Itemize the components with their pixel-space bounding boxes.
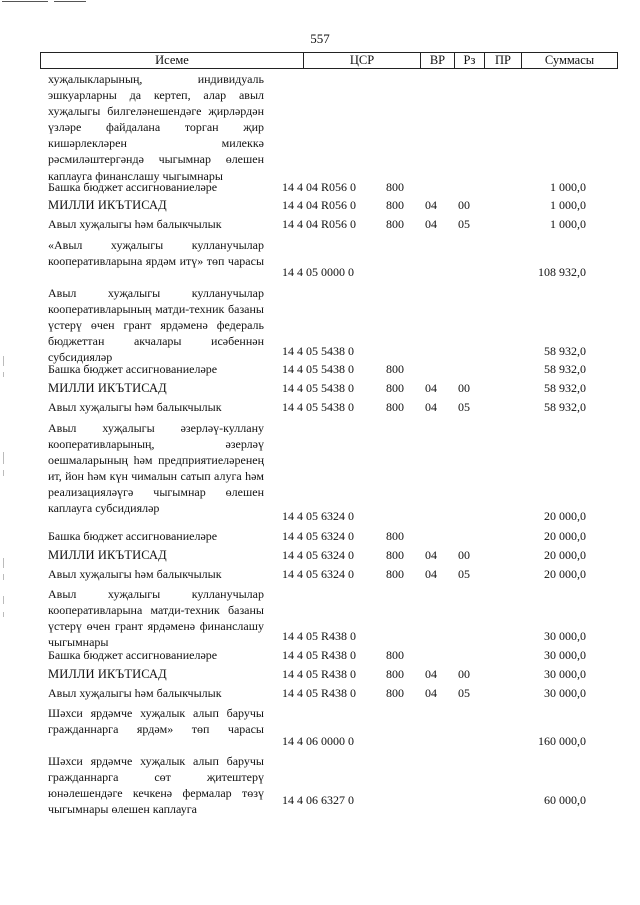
row-csr: 14 4 05 5438 0 bbox=[282, 344, 354, 358]
row-name: Башка бюджет ассигнованиеләре bbox=[48, 529, 218, 543]
row-name: «Авыл хуҗалыгы кулланучылар кооперативларына ярдәм итү» төп чарасы bbox=[48, 238, 264, 269]
row-vr: 800 bbox=[386, 686, 404, 700]
row-name: Башка бюджет ассигнованиеләре bbox=[48, 648, 218, 662]
row-vr: 800 bbox=[386, 667, 404, 681]
row-csr: 14 4 05 6324 0 bbox=[282, 509, 354, 523]
row-name: Авыл хуҗалыгы һәм балыкчылык bbox=[48, 217, 222, 231]
row-vr: 800 bbox=[386, 567, 404, 581]
row-amount: 1 000,0 bbox=[550, 198, 586, 212]
row-csr: 14 4 05 6324 0 bbox=[282, 548, 354, 562]
row-vr: 800 bbox=[386, 180, 404, 194]
row-amount: 58 932,0 bbox=[544, 381, 586, 395]
row-pr: 00 bbox=[458, 667, 470, 681]
row-rz: 04 bbox=[425, 198, 437, 212]
row-csr: 14 4 04 R056 0 bbox=[282, 180, 357, 194]
row-csr: 14 4 05 R438 0 bbox=[282, 648, 357, 662]
row-amount: 30 000,0 bbox=[544, 629, 586, 643]
row-csr: 14 4 05 0000 0 bbox=[282, 265, 354, 279]
row-vr: 800 bbox=[386, 529, 404, 543]
row-name: Башка бюджет ассигнованиеләре bbox=[48, 180, 218, 194]
row-csr: 14 4 05 R438 0 bbox=[282, 686, 357, 700]
row-amount: 108 932,0 bbox=[538, 265, 586, 279]
row-pr: 05 bbox=[458, 567, 470, 581]
row-csr: 14 4 05 R438 0 bbox=[282, 667, 357, 681]
table-header bbox=[40, 52, 618, 69]
row-amount: 58 932,0 bbox=[544, 344, 586, 358]
row-csr: 14 4 05 R438 0 bbox=[282, 629, 357, 643]
row-name: Шәхси ярдәмче хуҗалык алып баручы гражданнарга ярдәм» төп чарасы bbox=[48, 706, 264, 737]
row-amount: 58 932,0 bbox=[544, 362, 586, 376]
row-name: Авыл хуҗалыгы әзерләү-куллану кооперативларының, әзерләү оешмаларының һәм предприятиеләренең ит, йон һәм күн чималын сатып алуга һәм реализацияләүгә чыгымнар өлешен каплауга субсидияләр bbox=[48, 421, 264, 516]
row-pr: 00 bbox=[458, 198, 470, 212]
row-pr: 00 bbox=[458, 381, 470, 395]
row-csr: 14 4 05 6324 0 bbox=[282, 567, 354, 581]
header-rz: Рз bbox=[455, 53, 485, 68]
row-name: Авыл хуҗалыгы һәм балыкчылык bbox=[48, 400, 222, 414]
header-amount: Суммасы bbox=[544, 53, 595, 67]
row-csr: 14 4 04 R056 0 bbox=[282, 217, 357, 231]
header-pr: ПР bbox=[485, 53, 522, 68]
row-rz: 04 bbox=[425, 667, 437, 681]
row-amount: 60 000,0 bbox=[544, 793, 586, 807]
row-name: МИЛЛИ ИКЪТИСАД bbox=[48, 198, 167, 212]
row-rz: 04 bbox=[425, 548, 437, 562]
row-name: МИЛЛИ ИКЪТИСАД bbox=[48, 667, 167, 681]
row-pr: 05 bbox=[458, 217, 470, 231]
page-number: 557 bbox=[310, 31, 330, 46]
row-name: Авыл хуҗалыгы һәм балыкчылык bbox=[48, 686, 222, 700]
header-name: Исеме bbox=[41, 53, 304, 68]
row-csr: 14 4 05 5438 0 bbox=[282, 381, 354, 395]
binding-margin-marks bbox=[3, 0, 9, 905]
row-vr: 800 bbox=[386, 548, 404, 562]
row-name: МИЛЛИ ИКЪТИСАД bbox=[48, 548, 167, 562]
row-amount: 30 000,0 bbox=[544, 648, 586, 662]
row-name: Авыл хуҗалыгы кулланучылар кооперативларының матди-техник базаны үстерү өчен грант ярдәменә федераль бюджеттан акчалары исәбеннән субсидияләр bbox=[48, 286, 264, 365]
header-csr: ЦСР bbox=[304, 53, 421, 68]
row-csr: 14 4 05 5438 0 bbox=[282, 400, 354, 414]
row-rz: 04 bbox=[425, 217, 437, 231]
row-pr: 00 bbox=[458, 548, 470, 562]
row-amount: 20 000,0 bbox=[544, 509, 586, 523]
row-name: Шәхси ярдәмче хуҗалык алып баручы гражданнарга сөт җитештерү юнәлешендәге кечкенә фермалар төзү чыгымнары өлешен каплауга bbox=[48, 754, 264, 817]
row-amount: 30 000,0 bbox=[544, 686, 586, 700]
row-vr: 800 bbox=[386, 362, 404, 376]
row-rz: 04 bbox=[425, 400, 437, 414]
top-corner-mark bbox=[0, 0, 88, 3]
row-vr: 800 bbox=[386, 381, 404, 395]
row-csr: 14 4 04 R056 0 bbox=[282, 198, 357, 212]
row-amount: 20 000,0 bbox=[544, 529, 586, 543]
row-amount: 160 000,0 bbox=[538, 734, 586, 748]
row-vr: 800 bbox=[386, 648, 404, 662]
row-name: МИЛЛИ ИКЪТИСАД bbox=[48, 381, 167, 395]
row-pr: 05 bbox=[458, 400, 470, 414]
row-name: Авыл хуҗалыгы һәм балыкчылык bbox=[48, 567, 222, 581]
row-csr: 14 4 06 0000 0 bbox=[282, 734, 354, 748]
row-amount: 1 000,0 bbox=[550, 180, 586, 194]
row-vr: 800 bbox=[386, 217, 404, 231]
row-vr: 800 bbox=[386, 400, 404, 414]
row-csr: 14 4 06 6327 0 bbox=[282, 793, 354, 807]
row-amount: 1 000,0 bbox=[550, 217, 586, 231]
row-name: хуҗалыкларының, индивидуаль эшкуарларны да кертеп, алар авыл хуҗалыгы билгеләнешендәге җирләрдән үзләре файдалана торган җир кишәрлекләрен милеккә рәсмиләштергәндә чыгымнар өлешен каплауга финанслашу чыгымнары bbox=[48, 72, 264, 183]
row-amount: 20 000,0 bbox=[544, 548, 586, 562]
header-vr: ВР bbox=[421, 53, 455, 68]
row-csr: 14 4 05 6324 0 bbox=[282, 529, 354, 543]
row-name: Башка бюджет ассигнованиеләре bbox=[48, 362, 218, 376]
row-pr: 05 bbox=[458, 686, 470, 700]
row-amount: 20 000,0 bbox=[544, 567, 586, 581]
row-amount: 58 932,0 bbox=[544, 400, 586, 414]
row-name: Авыл хуҗалыгы кулланучылар кооперативларына матди-техник базаны үстерү өчен грант ярдәменә финанслашу чыгымнары bbox=[48, 587, 264, 650]
row-rz: 04 bbox=[425, 381, 437, 395]
row-amount: 30 000,0 bbox=[544, 667, 586, 681]
row-rz: 04 bbox=[425, 686, 437, 700]
row-csr: 14 4 05 5438 0 bbox=[282, 362, 354, 376]
row-rz: 04 bbox=[425, 567, 437, 581]
row-vr: 800 bbox=[386, 198, 404, 212]
